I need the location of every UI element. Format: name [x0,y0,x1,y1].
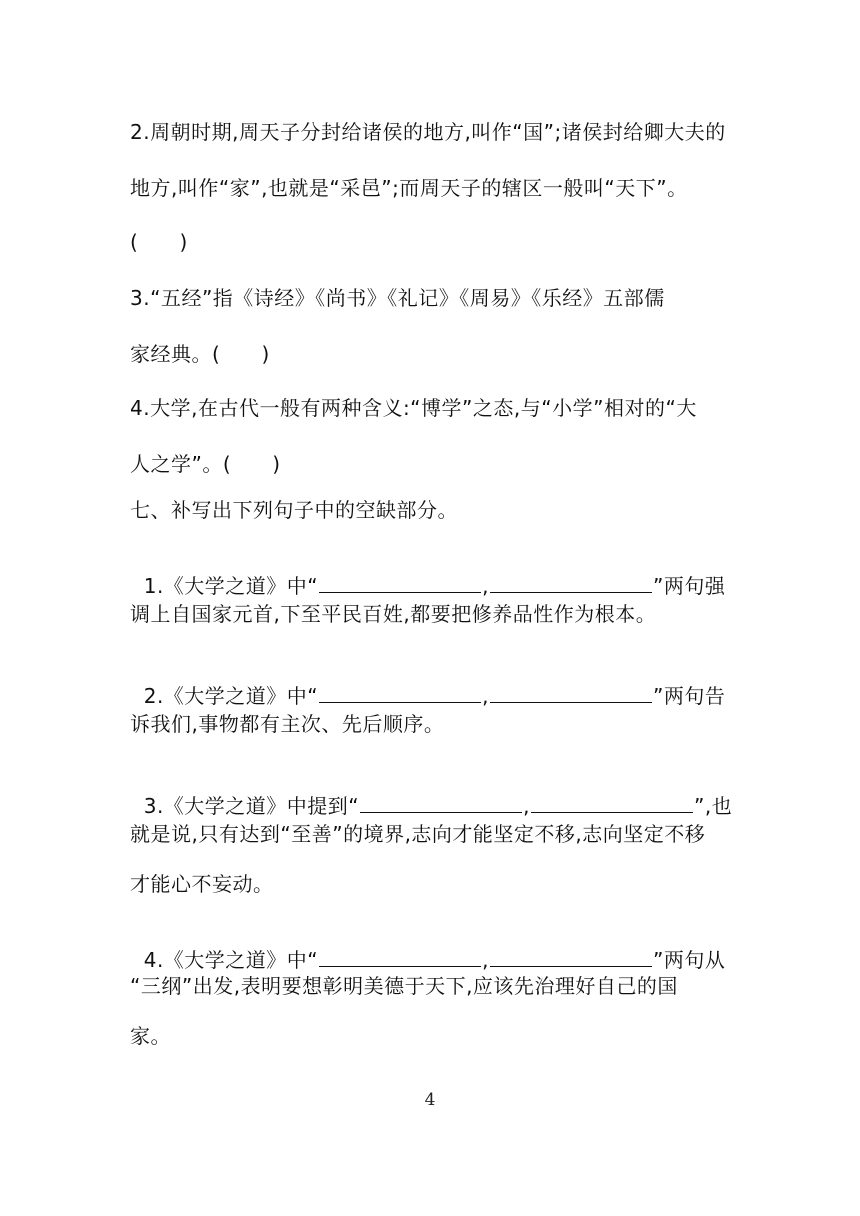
q4-blank-2[interactable] [490,946,652,967]
q4-line1 [130,918,725,974]
item2-line2: 地方,叫作“家”,也就是“采邑”;而周天子的辖区一般叫“天下”。 [130,176,688,200]
q1-comma: , [482,574,490,598]
q2-prefix: 2.《大学之道》中“ [143,684,319,708]
q3-blank-1[interactable] [360,792,522,813]
page-number: 4 [424,1090,436,1110]
q3-line1 [130,764,732,820]
q2-suffix: ”两句告 [653,684,726,708]
q3-line3: 才能心不妄动。 [130,872,274,896]
q4-line3: 家。 [130,1024,171,1048]
q1-blank-2[interactable] [490,572,652,593]
q2-blank-2[interactable] [490,682,652,703]
q3-suffix: ”,也 [694,794,733,818]
q1-blank-1[interactable] [319,572,481,593]
q4-line2: “三纲”出发,表明要想彰明美德于天下,应该先治理好自己的国 [130,974,678,998]
q3-blank-2[interactable] [531,792,693,813]
q1-suffix: ”两句强 [653,574,726,598]
item2-answer-paren: ( ) [130,230,188,254]
item4-line2: 人之学”。( ) [130,452,281,476]
item4-line1: 4.大学,在古代一般有两种含义:“博学”之态,与“小学”相对的“大 [130,396,697,420]
q4-prefix: 4.《大学之道》中“ [143,948,319,972]
q3-line2: 就是说,只有达到“至善”的境界,志向才能坚定不移,志向坚定不移 [130,822,706,846]
item3-line1: 3.“五经”指《诗经》《尚书》《礼记》《周易》《乐经》五部儒 [130,286,665,310]
q2-blank-1[interactable] [319,682,481,703]
q1-line1 [130,544,725,600]
q3-prefix: 3.《大学之道》中提到“ [143,794,360,818]
q2-line2: 诉我们,事物都有主次、先后顺序。 [130,712,445,736]
q1-line2: 调上自国家元首,下至平民百姓,都要把修养品性作为根本。 [130,602,657,626]
q1-prefix: 1.《大学之道》中“ [143,574,319,598]
q4-comma: , [482,948,490,972]
q4-blank-1[interactable] [319,946,481,967]
q2-line1 [130,654,725,710]
item3-line2: 家经典。( ) [130,342,270,366]
q4-suffix: ”两句从 [653,948,726,972]
q3-comma: , [523,794,531,818]
q2-comma: , [482,684,490,708]
item2-line1: 2.周朝时期,周天子分封给诸侯的地方,叫作“国”;诸侯封给卿大夫的 [130,120,726,144]
section7-heading: 七、补写出下列句子中的空缺部分。 [130,498,458,522]
